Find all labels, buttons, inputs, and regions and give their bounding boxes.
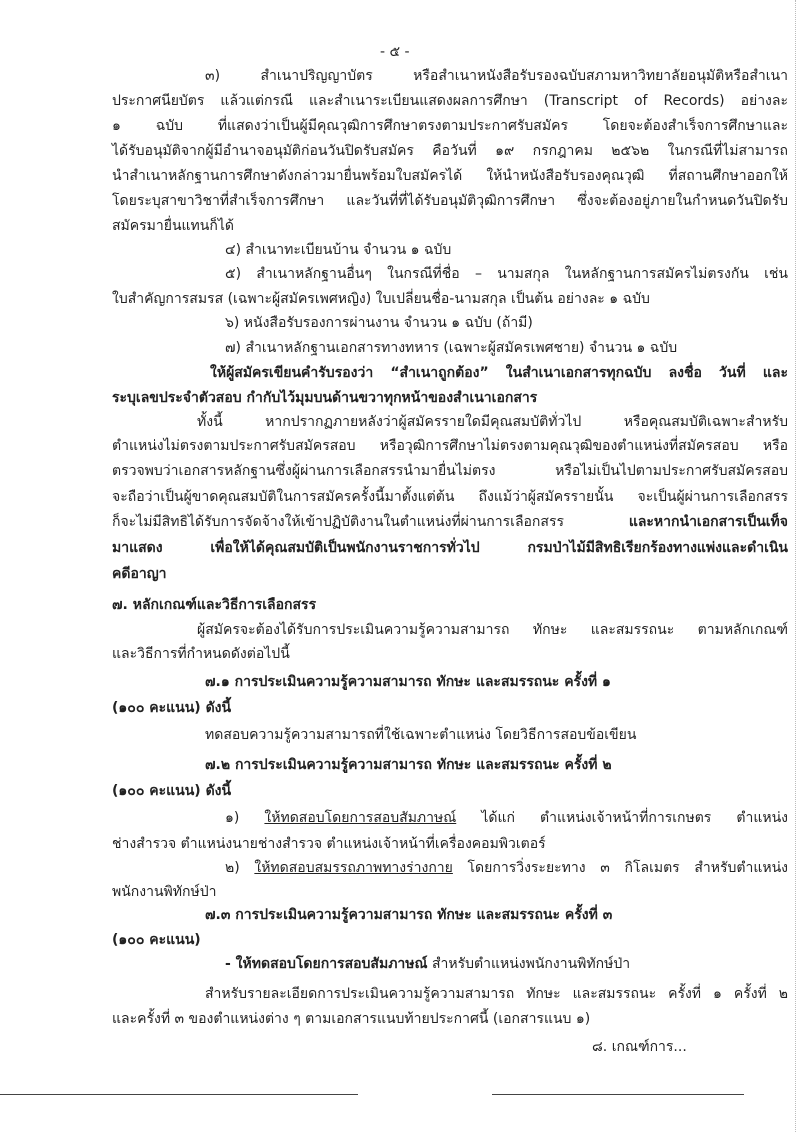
text: ก็จะไม่มีสิทธิได้รับการจัดจ้างให้เข้าปฏิบัติงานในตำแหน่งที่ผ่านการเลือกสรร: [112, 514, 564, 530]
disclaimer-line: ตำแหน่งไม่ตรงตามประกาศรับสมัครสอบ หรือวุฒิการศึกษาไม่ตรงตามคุณวุฒิของตำแหน่งที่สมัครสอบ หรือ: [112, 438, 788, 454]
section-7-intro-cont: และวิธีการที่กำหนดดังต่อไปนี้: [112, 646, 290, 662]
item-3-line: ๓) สำเนาปริญญาบัตร หรือสำเนาหนังสือรับรองฉบับสภามหาวิทยาลัยอนุมัติหรือสำเนา: [205, 68, 788, 84]
details-note: สำหรับรายละเอียดการประเมินความรู้ความสามารถ ทักษะ และสมรรถนะ ครั้งที่ ๑ ครั้งที่ ๒: [205, 986, 788, 1002]
section-7-2-item-1-cont: ช่างสำรวจ ตำแหน่งนายช่างสำรวจ ตำแหน่งเจ้าหน้าที่เครื่องคอมพิวเตอร์: [112, 836, 546, 852]
section-7-heading: ๗. หลักเกณฑ์และวิธีการเลือกสรร: [112, 597, 317, 613]
bold-text: และหากนำเอกสารเป็นเท็จ: [628, 514, 788, 530]
section-7-intro: ผู้สมัครจะต้องได้รับการประเมินความรู้ความสามารถ ทักษะ และสมรรถนะ ตามหลักเกณฑ์: [197, 622, 788, 638]
disclaimer-line: จะถือว่าเป็นผู้ขาดคุณสมบัติในการสมัครครั้งนี้มาตั้งแต่ต้น ถึงแม้ว่าผู้สมัครรายนั้น จะเป็นผู้ผ่านการเลือกสรร: [112, 489, 788, 505]
item-3-line: นำสำเนาหลักฐานการศึกษาดังกล่าวมายื่นพร้อมใบสมัครได้ ให้นำหนังสือรับรองคุณวุฒิ ที่สถานศึกษาออกให้: [112, 168, 788, 184]
text: โดยการวิ่งระยะทาง ๓ กิโลเมตร สำหรับตำแหน่ง: [452, 860, 789, 876]
certify-note: ให้ผู้สมัครเขียนคำรับรองว่า “สำเนาถูกต้อง” ในสำเนาเอกสารทุกฉบับ ลงชื่อ วันที่ และ: [210, 365, 788, 381]
section-7-2-item-1: [225, 808, 788, 828]
disclaimer-line: คดีอาญา: [112, 566, 167, 582]
section-7-1-body: ทดสอบความรู้ความสามารถที่ใช้เฉพาะตำแหน่ง โดยวิธีการสอบข้อเขียน: [205, 727, 637, 743]
section-7-1-score: (๑๐๐ คะแนน) ดังนี้: [112, 700, 232, 716]
disclaimer-line: ตรวจพบว่าเอกสารหลักฐานซึ่งผู้ผ่านการเลือกสรรนำมายื่นไม่ตรง หรือไม่เป็นไปตามประกาศรับสมัครสอบ: [112, 463, 788, 479]
text: สำหรับตำแหน่งพนักงานพิทักษ์ป่า: [427, 956, 631, 972]
section-7-2-heading: ๗.๒ การประเมินความรู้ความสามารถ ทักษะ และสมรรถนะ ครั้งที่ ๒: [205, 757, 612, 773]
text: ได้แก่ ตำแหน่งเจ้าหน้าที่การเกษตร ตำแหน่ง: [456, 810, 788, 826]
bold-text: - ให้ทดสอบโดยการสอบสัมภาษณ์: [225, 956, 428, 972]
certify-note-cont: ระบุเลขประจำตัวสอบ กำกับไว้มุมบนด้านขวาทุกหน้าของสำเนาเอกสาร: [112, 390, 538, 406]
item-3-line: ๑ ฉบับ ที่แสดงว่าเป็นผู้มีคุณวุฒิการศึกษาตรงตามประกาศรับสมัคร โดยจะต้องสำเร็จการศึกษาและ: [112, 118, 788, 134]
disclaimer-line: [112, 512, 788, 532]
item-5: ๕) สำเนาหลักฐานอื่นๆ ในกรณีที่ชื่อ – นามสกุล ในหลักฐานการสมัครไม่ตรงกัน เช่น: [225, 266, 788, 282]
item-3-line: ประกาศนียบัตร แล้วแต่กรณี และสำเนาระเบียนแสดงผลการศึกษา (Transcript of Records) อย่างละ: [112, 93, 788, 109]
section-7-2-item-2: [225, 858, 788, 878]
section-7-2-item-2-cont: พนักงานพิทักษ์ป่า: [112, 884, 217, 900]
section-7-2-score: (๑๐๐ คะแนน) ดังนี้: [112, 783, 232, 799]
text: ๒): [225, 860, 255, 876]
item-4: ๔) สำเนาทะเบียนบ้าน จำนวน ๑ ฉบับ: [225, 242, 452, 258]
underlined-text: ให้ทดสอบโดยการสอบสัมภาษณ์: [264, 810, 457, 826]
continuation-marker: ๘. เกณฑ์การ...: [592, 1039, 687, 1055]
section-7-3-score: (๑๐๐ คะแนน): [112, 932, 201, 948]
item-3-line: ได้รับอนุมัติจากผู้มีอำนาจอนุมัติก่อนวันปิดรับสมัคร คือวันที่ ๑๙ กรกฎาคม ๒๕๖๒ ในกรณีที่ไม่สามารถ: [112, 143, 788, 159]
item-3-line: โดยระบุสาขาวิชาที่สำเร็จการศึกษา และวันที่ที่ได้รับอนุมัติวุฒิการศึกษา ซึ่งจะต้องอยู่ภายในกำหนดวันปิดรับ: [112, 193, 788, 209]
underlined-text: ให้ทดสอบสมรรถภาพทางร่างกาย: [254, 860, 453, 876]
section-7-1-heading: ๗.๑ การประเมินความรู้ความสามารถ ทักษะ และสมรรถนะ ครั้งที่ ๑: [205, 674, 611, 690]
item-7: ๗) สำเนาหลักฐานเอกสารทางทหาร (เฉพาะผู้สมัครเพศชาย) จำนวน ๑ ฉบับ: [225, 340, 678, 356]
item-6: ๖) หนังสือรับรองการผ่านงาน จำนวน ๑ ฉบับ (ถ้ามี): [225, 315, 533, 331]
section-7-3-heading: ๗.๓ การประเมินความรู้ความสามารถ ทักษะ และสมรรถนะ ครั้งที่ ๓: [205, 907, 613, 923]
section-7-3-body: [225, 954, 630, 974]
item-3-line: สมัครมายื่นแทนก็ได้: [112, 218, 234, 234]
disclaimer-line: มาแสดง เพื่อให้ได้คุณสมบัติเป็นพนักงานราชการทั่วไป กรมป่าไม้มีสิทธิเรียกร้องทางแพ่งและดำเนิน: [112, 540, 788, 556]
disclaimer-line: ทั้งนี้ หากปรากฏภายหลังว่าผู้สมัครรายใดมีคุณสมบัติทั่วไป หรือคุณสมบัติเฉพาะสำหรับ: [197, 414, 788, 430]
scan-edge-line: [492, 1094, 744, 1095]
page-number: - ๕ -: [380, 44, 410, 60]
scan-edge-dots: [794, 0, 796, 1132]
item-5-cont: ใบสำคัญการสมรส (เฉพาะผู้สมัครเพศหญิง) ใบเปลี่ยนชื่อ-นามสกุล เป็นต้น อย่างละ ๑ ฉบับ: [112, 291, 650, 307]
details-note-cont: และครั้งที่ ๓ ของตำแหน่งต่าง ๆ ตามเอกสารแนบท้ายประกาศนี้ (เอกสารแนบ ๑): [112, 1011, 591, 1027]
text: ๑): [225, 810, 265, 826]
scan-edge-line: [0, 1094, 358, 1095]
